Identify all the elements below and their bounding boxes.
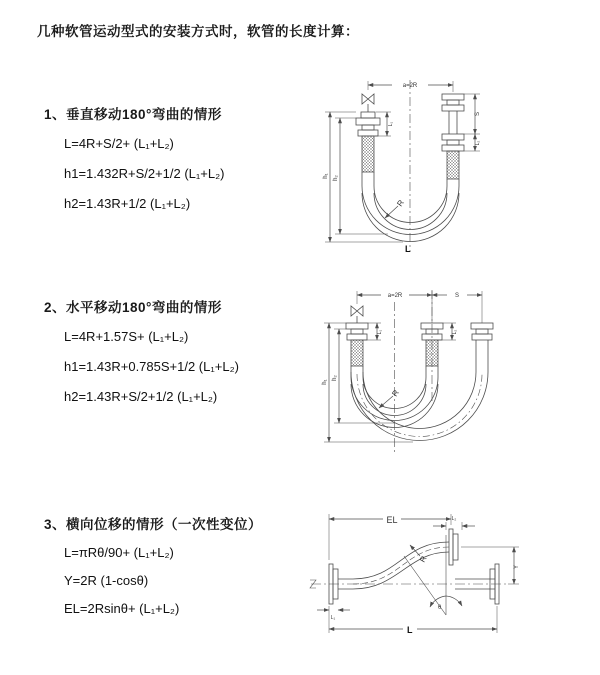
left-pipe-fitting [356, 112, 380, 172]
dim-label-l2: L₂ [475, 140, 481, 146]
dim-label-s: S [475, 111, 481, 117]
page-title: 几种软管运动型式的安装方式时，软管的长度计算： [37, 24, 359, 39]
dim-label-y: Y [514, 564, 520, 570]
dim-label-h2: h₂ [333, 175, 339, 181]
left-pipe-fitting [346, 323, 368, 366]
section-heading: 3、横向位移的情形（一次性变位） [44, 517, 263, 532]
formula: L=4R+S/2+ (L₁+L₂) [64, 136, 174, 151]
hose-u-bend [362, 172, 459, 241]
dim-label-a2r: a=2R [402, 83, 418, 89]
displaced-flange [449, 529, 458, 565]
valve-icon [351, 306, 363, 323]
section-heading: 2、水平移动180°弯曲的情形 [44, 300, 222, 315]
radius-label: R [417, 554, 429, 564]
diagram-lateral-displacement [303, 503, 538, 645]
section-heading: 1、垂直移动180°弯曲的情形 [44, 107, 222, 122]
dim-label-l2: L₂ [451, 516, 457, 522]
dim-label-l2: L₂ [452, 329, 458, 335]
section-lateral-displacement [44, 513, 262, 623]
length-label: L [405, 244, 411, 254]
formula: Y=2R (1-cosθ) [64, 573, 149, 588]
formula: h1=1.43R+0.785S+1/2 (L₁+L₂) [64, 359, 239, 374]
dim-label-h1: h₁ [323, 173, 329, 179]
dim-label-l1: L₁ [388, 121, 394, 127]
dim-label-a2r: a=2R [387, 293, 403, 299]
diagram-vertical-180-bend [308, 68, 520, 258]
formula: EL=2Rsinθ+ (L₁+L₂) [64, 601, 180, 616]
section-horizontal-180 [44, 296, 239, 412]
formula: L=4R+1.57S+ (L₁+L₂) [64, 329, 189, 344]
diagram-horizontal-180-bend [313, 282, 520, 460]
dim-label-h2: h₂ [332, 375, 338, 381]
formula: h1=1.432R+S/2+1/2 (L₁+L₂) [64, 166, 225, 181]
length-label: L [407, 625, 413, 635]
formula: L=πRθ/90+ (L₁+L₂) [64, 545, 174, 560]
dim-label-l1: L₁ [377, 329, 383, 335]
formula: h2=1.43R+S/2+1/2 (L₁+L₂) [64, 389, 218, 404]
radius-label: R [395, 198, 406, 209]
valve-icon [362, 94, 374, 112]
dim-label-s: S [454, 293, 460, 299]
right-pipe-fitting [442, 94, 464, 179]
hose-s-curve [353, 542, 449, 589]
formula: h2=1.43R+1/2 (L₁+L₂) [64, 196, 191, 211]
section-vertical-180 [44, 103, 225, 219]
dim-label-el: EL [386, 515, 398, 525]
dim-label-l1: L₁ [330, 615, 336, 621]
angle-label: θ [438, 605, 442, 611]
hose-u-bend-displaced [351, 340, 488, 441]
radius-label: R [390, 388, 401, 399]
right-pipe-fitting [471, 323, 493, 340]
dim-label-h1: h₁ [322, 379, 328, 385]
